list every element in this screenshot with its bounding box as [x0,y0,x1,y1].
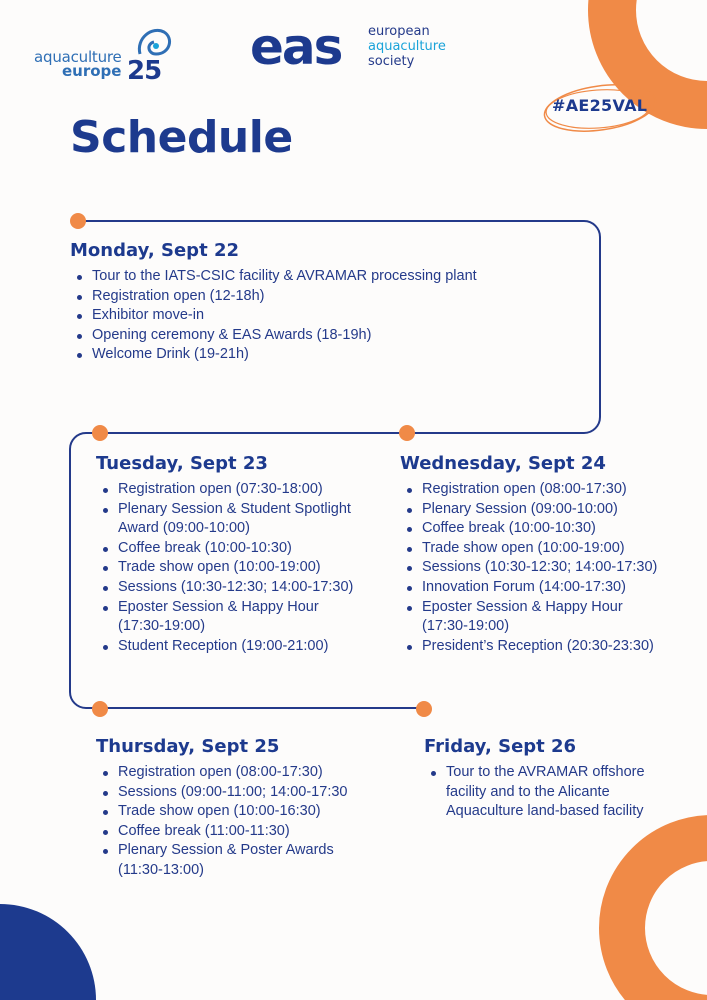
timeline-dot-tuesday [92,425,108,441]
day-tuesday [96,453,366,656]
eas-line-society: society [368,54,415,69]
day-title: Friday, Sept 26 [424,736,577,757]
hashtag-label: #AE25VAL [552,96,648,115]
list-item: Eposter Session & Happy Hour (17:30-19:00) [400,598,652,637]
list-item: Opening ceremony & EAS Awards (18-19h) [70,326,590,346]
eas-line-european: european [368,24,430,39]
day-monday [70,240,590,365]
list-item: Tour to the IATS-CSIC facility & AVRAMAR processing plant [70,267,590,287]
day-title: Wednesday, Sept 24 [400,453,606,474]
timeline-dot-thursday [92,701,108,717]
day-items [424,763,646,822]
page-title: Schedule [70,112,293,163]
day-items [96,480,358,656]
list-item: Coffee break (11:00-11:30) [96,822,358,842]
list-item: Registration open (08:00-17:30) [400,480,696,500]
list-item: Registration open (08:00-17:30) [96,763,358,783]
day-wednesday [400,453,700,656]
day-items [96,763,358,881]
list-item: Coffee break (10:00-10:30) [96,539,358,559]
list-item: Plenary Session & Poster Awards (11:30-13:00) [96,841,358,880]
eas-line-aquaculture: aquaculture [368,39,446,54]
list-item: Student Reception (19:00-21:00) [96,637,358,657]
logo-word-europe: europe [62,62,122,80]
day-title: Thursday, Sept 25 [96,736,280,757]
list-item: Exhibitor move-in [70,306,590,326]
logo-word-aquaculture: aquaculture [34,48,122,66]
list-item: Welcome Drink (19-21h) [70,345,590,365]
list-item: Registration open (12-18h) [70,287,590,307]
list-item: Sessions (09:00-11:00; 14:00-17:30 [96,783,358,803]
logo-year: 25 [127,56,162,86]
day-thursday [96,736,366,881]
day-friday [424,736,654,822]
list-item: Sessions (10:30-12:30; 14:00-17:30) [96,578,358,598]
list-item: Tour to the AVRAMAR offshore facility and to the Alicante Aquaculture land-based facility [424,763,646,822]
timeline-dot-monday [70,213,86,229]
list-item: Sessions (10:30-12:30; 14:00-17:30) [400,558,696,578]
list-item: Eposter Session & Happy Hour (17:30-19:00) [96,598,358,637]
list-item: Trade show open (10:00-16:30) [96,802,358,822]
list-item: Plenary Session & Student Spotlight Award (09:00-10:00) [96,500,358,539]
eas-mark: eas [250,24,342,70]
list-item: Innovation Forum (14:00-17:30) [400,578,696,598]
list-item: President’s Reception (20:30-23:30) [400,637,696,657]
list-item: Trade show open (10:00-19:00) [96,558,358,578]
list-item: Trade show open (10:00-19:00) [400,539,696,559]
list-item: Registration open (07:30-18:00) [96,480,358,500]
timeline-dot-friday [416,701,432,717]
day-title: Monday, Sept 22 [70,240,239,261]
list-item: Plenary Session (09:00-10:00) [400,500,696,520]
timeline-dot-wednesday [399,425,415,441]
day-items [70,267,590,365]
day-items [400,480,696,656]
day-title: Tuesday, Sept 23 [96,453,268,474]
list-item: Coffee break (10:00-10:30) [400,519,696,539]
